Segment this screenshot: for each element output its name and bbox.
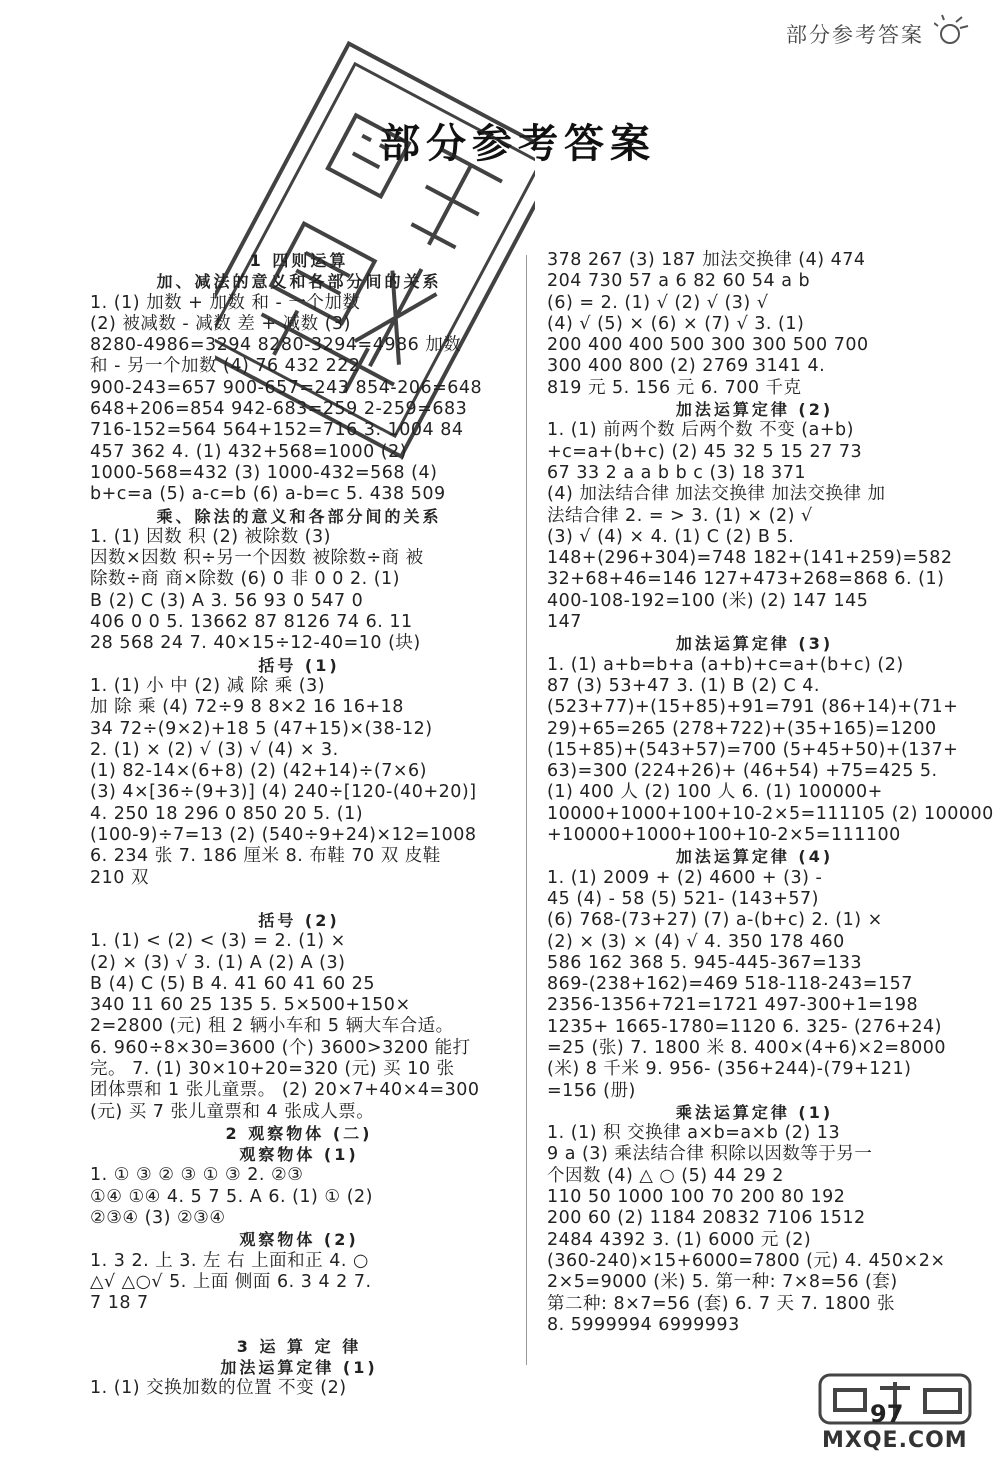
answer-line: 个因数 (4) △ ○ (5) 44 29 2 — [547, 1165, 784, 1186]
right-column — [547, 250, 994, 1336]
answer-line: 和 - 另一个加数 (4) 76 432 222 — [90, 356, 361, 377]
answer-line: 45 (4) - 58 (5) 521- (143+57) — [547, 888, 820, 909]
answer-line: (6) = 2. (1) √ (2) √ (3) √ — [547, 292, 769, 313]
answer-line: B (4) C (5) B 4. 41 60 41 60 25 — [90, 973, 375, 994]
answer-line: 1. 3 2. 上 3. 左 右 上面和正 4. ○ — [90, 1250, 369, 1271]
answer-line: 2484 4392 3. (1) 6000 元 (2) — [547, 1229, 812, 1250]
answer-line: (3) 4×[36÷(9+3)] (4) 240÷[120-(40+20)] — [90, 782, 477, 803]
spacer — [90, 1315, 508, 1336]
answer-line: 2. (1) × (2) √ (3) √ (4) × 3. — [90, 739, 339, 760]
answer-line: 716-152=564 564+152=716 3. 1004 84 — [90, 420, 464, 441]
section-heading: 1 四则运算 — [249, 251, 349, 270]
answer-line: 869-(238+162)=469 518-118-243=157 — [547, 974, 913, 995]
answer-line: 1. (1) 加数 + 加数 和 - 一个加数 — [90, 292, 361, 313]
section-heading: 括号 (1) — [258, 655, 340, 675]
answer-line: 加 除 乘 (4) 72÷9 8 8×2 16 16+18 — [90, 697, 404, 718]
answer-line: 200 60 (2) 1184 20832 7106 1512 — [547, 1208, 866, 1229]
section-heading: 观察物体 (1) — [239, 1145, 359, 1165]
watermark-text: MXQE.COM — [822, 1428, 968, 1453]
answer-line: 1235+ 1665-1780=1120 6. 325- (276+24) — [547, 1016, 942, 1037]
answer-line: =25 (张) 7. 1800 米 8. 400×(4+6)×2=8000 — [547, 1037, 947, 1058]
answer-line: 28 568 24 7. 40×15÷12-40=10 (块) — [90, 633, 421, 654]
answer-line: (3) √ (4) × 4. (1) C (2) B 5. — [547, 526, 795, 547]
section-heading: 加法运算定律 (4) — [675, 847, 834, 867]
answer-line: 29)+65=265 (278+722)+(35+165)=1200 — [547, 718, 937, 739]
answer-line: (1) 82-14×(6+8) (2) (42+14)÷(7×6) — [90, 761, 427, 782]
answer-line: 6. 960÷8×30=3600 (个) 3600>3200 能打 — [90, 1037, 471, 1058]
answer-line: 4. 250 18 296 0 850 20 5. (1) — [90, 803, 364, 824]
answer-line: (4) √ (5) × (6) × (7) √ 3. (1) — [547, 313, 805, 334]
answer-line: 406 0 0 5. 13662 87 8126 74 6. 11 — [90, 612, 413, 633]
page-number: 97 — [870, 1400, 904, 1428]
answer-line: 2×5=9000 (米) 5. 第一种: 7×8=56 (套) — [547, 1272, 898, 1293]
section-heading: 加法运算定律 (1) — [220, 1357, 378, 1377]
answer-line: 147 — [547, 612, 582, 633]
answer-line: 8280-4986=3294 8280-3294=4986 加数 — [90, 335, 462, 356]
answer-line: (1) 400 人 (2) 100 人 6. (1) 100000+ — [547, 782, 883, 803]
answer-line: (2) 被减数 - 减数 差 + 减数 (3) — [90, 313, 351, 334]
answer-line: 1. (1) a+b=b+a (a+b)+c=a+(b+c) (2) — [547, 654, 904, 675]
answer-line: 1. (1) 前两个数 后两个数 不变 (a+b) — [547, 420, 854, 441]
answer-line: 110 50 1000 100 70 200 80 192 — [547, 1187, 846, 1208]
answer-line: 148+(296+304)=748 182+(141+259)=582 — [547, 548, 953, 569]
answer-line: (360-240)×15+6000=7800 (元) 4. 450×2× — [547, 1250, 946, 1271]
answer-line: 法结合律 2. = > 3. (1) × (2) √ — [547, 505, 813, 526]
section-heading: 2 观察物体 (二) — [225, 1123, 373, 1143]
column-divider — [526, 255, 527, 1365]
answer-line: 1. ① ③ ② ③ ① ③ 2. ②③ — [90, 1165, 304, 1186]
page-title: 部分参考答案 — [380, 120, 656, 167]
answer-line: +10000+1000+100+10-2×5=111100 — [547, 825, 901, 846]
answer-line: (523+77)+(15+85)+91=791 (86+14)+(71+ — [547, 697, 959, 718]
answer-line: 1. (1) 小 中 (2) 减 除 乘 (3) — [90, 675, 326, 696]
answer-line: 300 400 800 (2) 2769 3141 4. — [547, 356, 826, 377]
answer-line: 6. 234 张 7. 186 厘米 8. 布鞋 70 双 皮鞋 — [90, 846, 441, 867]
spacer — [90, 889, 508, 910]
answer-line: 819 元 5. 156 元 6. 700 千克 — [547, 377, 802, 398]
answer-line: (4) 加法结合律 加法交换律 加法交换律 加 — [547, 484, 886, 505]
answer-line: 2=2800 (元) 租 2 辆小车和 5 辆大车合适。 — [90, 1016, 454, 1037]
answer-line: +c=a+(b+c) (2) 45 32 5 15 27 73 — [547, 441, 863, 462]
answer-line: (2) × (3) × (4) √ 4. 350 178 460 — [547, 931, 845, 952]
answer-line: 32+68+46=146 127+473+268=868 6. (1) — [547, 569, 945, 590]
answer-line: 586 162 368 5. 945-445-367=133 — [547, 952, 863, 973]
answer-line: △√ △○√ 5. 上面 侧面 6. 3 4 2 7. — [90, 1271, 372, 1292]
answer-line: 第二种: 8×7=56 (套) 6. 7 天 7. 1800 张 — [547, 1293, 895, 1314]
answer-line: 63)=300 (224+26)+ (46+54) +75=425 5. — [547, 761, 938, 782]
header-title: 部分参考答案 — [786, 23, 924, 47]
sun-doodle-icon — [934, 14, 970, 54]
answer-line: 1. (1) 积 交换律 a×b=a×b (2) 13 — [547, 1123, 841, 1144]
section-heading: 加法运算定律 (3) — [675, 634, 834, 654]
answer-line: 378 267 (3) 187 加法交换律 (4) 474 — [547, 250, 866, 270]
answer-line: 1000-568=432 (3) 1000-432=568 (4) — [90, 462, 438, 483]
answer-line: (6) 768-(73+27) (7) a-(b+c) 2. (1) × — [547, 910, 883, 931]
answer-line: 400-108-192=100 (米) (2) 147 145 — [547, 590, 869, 611]
answer-line: 10000+1000+100+10-2×5=111105 (2) 100000 — [547, 803, 994, 824]
answer-line: (米) 8 千米 9. 956- (356+244)-(79+121) — [547, 1059, 912, 1080]
answer-line: 7 18 7 — [90, 1293, 149, 1314]
answer-line: 340 11 60 25 135 5. 5×500+150× — [90, 995, 411, 1016]
answer-line: ①④ ①④ 4. 5 7 5. A 6. (1) ① (2) — [90, 1186, 373, 1207]
answer-line: 648+206=854 942-683=259 2-259=683 — [90, 399, 468, 420]
answer-line: (100-9)÷7=13 (2) (540÷9+24)×12=1008 — [90, 825, 477, 846]
page-header — [786, 14, 970, 54]
answer-line: (15+85)+(543+57)=700 (5+45+50)+(137+ — [547, 739, 959, 760]
section-heading: 观察物体 (2) — [239, 1230, 359, 1250]
answer-line: 1. (1) < (2) < (3) = 2. (1) × — [90, 931, 346, 952]
answer-line: 1. (1) 因数 积 (2) 被除数 (3) — [90, 526, 331, 547]
answer-line: ②③④ (3) ②③④ — [90, 1208, 226, 1229]
section-heading: 加法运算定律 (2) — [675, 400, 834, 420]
answer-line: B (2) C (3) A 3. 56 93 0 547 0 — [90, 590, 364, 611]
section-heading: 加、减法的意义和各部分间的关系 — [156, 272, 442, 292]
answer-line: (元) 买 7 张儿童票和 4 张成人票。 — [90, 1101, 375, 1122]
answer-line: 2356-1356+721=1721 497-300+1=198 — [547, 995, 919, 1016]
answer-line: 457 362 4. (1) 432+568=1000 (2) — [90, 441, 408, 462]
answer-line: 1. (1) 交换加数的位置 不变 (2) — [90, 1378, 347, 1399]
section-heading: 乘、除法的意义和各部分间的关系 — [156, 506, 442, 526]
answer-line: 8. 5999994 6999993 — [547, 1314, 740, 1335]
answer-line: =156 (册) — [547, 1080, 636, 1101]
answer-line: 9 a (3) 乘法结合律 积除以因数等于另一 — [547, 1144, 873, 1165]
answer-line: 团体票和 1 张儿童票。 (2) 20×7+40×4=300 — [90, 1080, 480, 1101]
answer-line: 因数×因数 积÷另一个因数 被除数÷商 被 — [90, 548, 424, 569]
answer-line: 除数÷商 商×除数 (6) 0 非 0 0 2. (1) — [90, 569, 401, 590]
answer-line: b+c=a (5) a-c=b (6) a-b=c 5. 438 509 — [90, 484, 446, 505]
section-heading: 3 运 算 定 律 — [236, 1336, 362, 1356]
answer-line: 67 33 2 a a b b c (3) 18 371 — [547, 462, 807, 483]
section-heading: 乘法运算定律 (1) — [675, 1102, 834, 1122]
answer-line: 204 730 57 a 6 82 60 54 a b — [547, 271, 811, 292]
answer-line: (2) × (3) √ 3. (1) A (2) A (3) — [90, 952, 346, 973]
left-column — [90, 250, 508, 1399]
answer-line: 210 双 — [90, 867, 149, 888]
answer-line: 900-243=657 900-657=243 854-206=648 — [90, 377, 483, 398]
answer-line: 87 (3) 53+47 3. (1) B (2) C 4. — [547, 675, 820, 696]
answer-line: 完。 7. (1) 30×10+20=320 (元) 买 10 张 — [90, 1058, 455, 1079]
answer-line: 200 400 400 500 300 300 500 700 — [547, 335, 869, 356]
answer-line: 34 72÷(9×2)+18 5 (47+15)×(38-12) — [90, 718, 433, 739]
section-heading: 括号 (2) — [258, 910, 340, 930]
answer-line: 1. (1) 2009 + (2) 4600 + (3) - — [547, 867, 823, 888]
